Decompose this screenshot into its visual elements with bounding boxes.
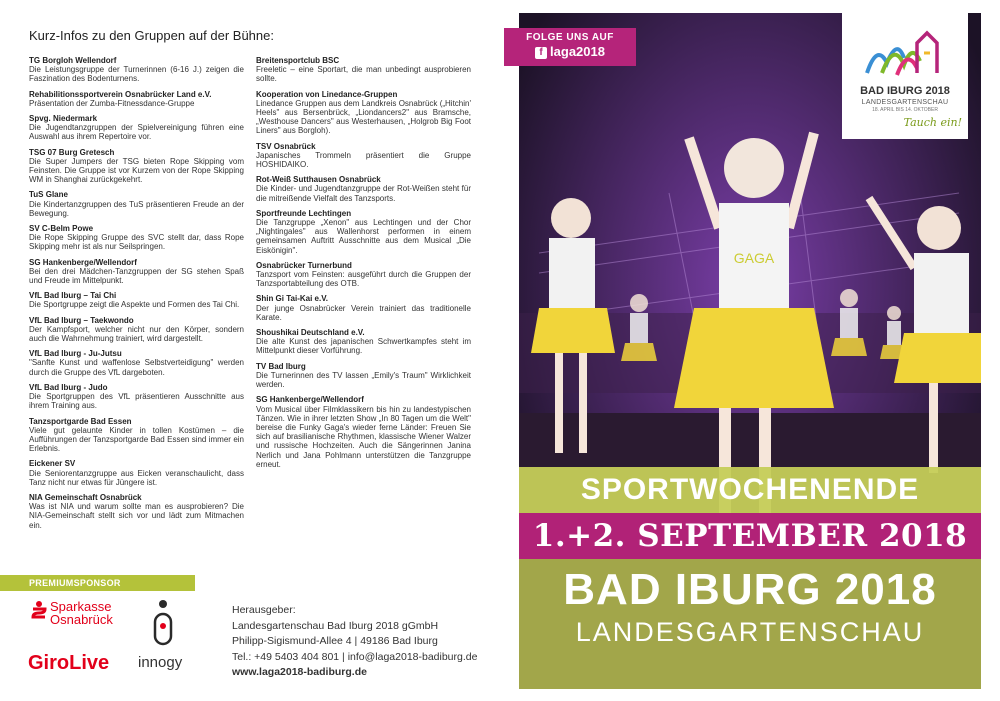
group-title: Sportfreunde Lechtingen <box>256 208 352 218</box>
publisher-address: Philipp-Sigismund-Allee 4 | 49186 Bad Iburg <box>232 635 438 647</box>
group-title: Rehabilitionssportverein Osnabrücker Land e.V. <box>29 89 212 99</box>
innogy-icon <box>151 598 175 650</box>
follow-us-banner[interactable] <box>504 28 636 66</box>
group-entry <box>29 224 244 252</box>
group-entry <box>29 258 244 286</box>
group-entry <box>29 316 244 344</box>
group-title: SV C-Belm Powe <box>29 224 94 234</box>
group-entry <box>256 395 471 469</box>
group-description: Die Turnerinnen des TV lassen „Emily's Traum" Wirklichkeit werden. <box>256 370 471 390</box>
event-subtitle: LANDESGARTENSCHAU <box>575 617 925 647</box>
event-title-band <box>519 559 981 689</box>
publisher-label: Herausgeber: <box>232 604 296 616</box>
group-description: Die alte Kunst des japanischen Schwertkampfes steht im Mittelpunkt dieser Vorführung. <box>256 337 471 356</box>
publisher-contact: Tel.: +49 5403 404 801 | info@laga2018-badiburg.de <box>232 650 478 663</box>
group-title: TSG 07 Burg Gretesch <box>29 147 115 157</box>
sparkasse-icon <box>30 600 48 622</box>
group-description: Die Tanzgruppe „Xenon" aus Lechtingen und der Chor „Nightingales" aus Wallenhorst performen in einem gemeinsamen Auftritt Ausschnitte aus dem Musical „Die Eiskönigin". <box>256 218 471 255</box>
group-entry <box>256 261 471 289</box>
group-title: Osnabrücker Turnerbund <box>256 260 352 270</box>
group-title: SG Hankenberge/Wellendorf <box>29 257 137 267</box>
group-title: VfL Bad Iburg - Ju-Jutsu <box>29 349 122 359</box>
group-description: Tanzsport vom Feinsten: ausgeführt durch die Gruppen der Tanzsportabteilung des OTB. <box>256 270 471 289</box>
group-entry <box>29 190 244 218</box>
group-entry <box>256 294 471 322</box>
groups-column-left <box>29 56 244 536</box>
publisher-website[interactable]: www.laga2018-badiburg.de <box>232 666 367 678</box>
publisher-name: Landesgartenschau Bad Iburg 2018 gGmbH <box>232 619 439 632</box>
group-description: Die Leistungsgruppe der Turnerinnen (6-16 J.) zeigen die Faszination des Bodenturnens. <box>29 65 244 84</box>
group-title: NIA Gemeinschaft Osnabrück <box>29 492 142 502</box>
logo-dates: 18. APRIL BIS 14. OKTOBER <box>872 107 938 113</box>
innogy-logo-text: innogy <box>138 654 183 671</box>
logo-title: BAD IBURG 2018 <box>860 85 950 97</box>
group-entry <box>256 90 471 136</box>
group-description: Präsentation der Zumba-Fitnessdance-Gruppe <box>29 98 195 108</box>
svg-text:GAGA: GAGA <box>733 250 775 266</box>
group-description: Freeletic – eine Sportart, die man unbedingt ausprobieren sollte. <box>256 65 471 84</box>
event-title: BAD IBURG 2018 <box>563 565 937 614</box>
group-title: TSV Osnabrück <box>256 141 316 151</box>
group-description: Die Kindertanzgruppen des TuS präsentieren Freude an der Bewegung. <box>29 199 244 218</box>
group-title: Breitensportclub BSC <box>256 56 340 65</box>
group-title: TG Borgloh Wellendorf <box>29 56 117 65</box>
group-entry <box>29 291 244 309</box>
logo-subtitle: LANDESGARTENSCHAU <box>861 99 949 106</box>
group-title: Rot-Weiß Sutthausen Osnabrück <box>256 175 381 185</box>
group-entry <box>29 493 244 530</box>
group-entry <box>29 56 244 84</box>
group-description: Die Rope Skipping Gruppe des SVC stellt dar, dass Rope Skipping mehr ist als nur Seilspringen. <box>29 233 244 252</box>
group-description: Der junge Osnabrücker Verein trainiert das traditionelle Karate. <box>256 303 471 322</box>
group-description: Die Sportgruppen des VfL präsentieren Ausschnitte aus ihrem Training aus. <box>29 392 244 411</box>
group-entry <box>29 417 244 454</box>
group-description: Vom Musical über Filmklassikern bis hin zu landestypischen Tänzen. Wie in ihrer letzten Show „In 80 Tagen um die Welt" bereise die Funky Gaga's wieder ferne Länder: Freuen Sie sich auf brasilianische Rhythmen, klassische Wiener Walzer und russische Hochzeiten. Auch die Sängerinnen Janina Nerlich und Jana Pohlmann unterstützen die Tanzgruppe erneut. <box>256 404 471 469</box>
event-date-band: 1.+2. SEPTEMBER 2018 <box>519 513 981 559</box>
group-entry <box>29 114 244 142</box>
group-title: Eickener SV <box>29 459 76 469</box>
group-description: Die Kinder- und Jugendtanzgruppe der Rot-Weißen steht für die mitreißende Vielfalt des Tanzsports. <box>256 184 471 203</box>
group-entry <box>256 56 471 84</box>
group-description: Die Jugendtanzgruppen der Spielvereinigung führen eine Auswahl aus ihrem Repertoire vor. <box>29 123 244 142</box>
group-title: Shoushikai Deutschland e.V. <box>256 328 365 338</box>
group-entry <box>256 328 471 356</box>
group-title: Kooperation von Linedance-Gruppen <box>256 89 398 99</box>
group-description: Linedance Gruppen aus dem Landkreis Osnabrück („Hitchin' Heels" aus Bersenbrück, „Liondancers2" aus Bramsche, „Westhouse Dancers" aus Westerhausen, „Holgrob Big Foot Liners" aus Borgloh). <box>256 98 471 136</box>
girolive-logo: GiroLive <box>28 652 110 674</box>
group-title: Tanzsportgarde Bad Essen <box>29 416 132 426</box>
group-title: Shin Gi Tai-Kai e.V. <box>256 294 329 304</box>
sport-weekend-band: SPORTWOCHENENDE <box>519 467 981 513</box>
page-heading: Kurz-Infos zu den Gruppen auf der Bühne: <box>29 28 274 43</box>
group-entry <box>29 349 244 377</box>
group-description: Der Kampfsport, welcher nicht nur den Körper, sondern auch die Wahrnehmung trainiert, wird dargestellt. <box>29 324 244 344</box>
group-title: TuS Glane <box>29 190 68 200</box>
group-description: Japanisches Trommeln präsentiert die Gruppe HOSHIDAIKO. <box>256 150 471 170</box>
sparkasse-name: Sparkasse Osnabrück <box>50 599 113 627</box>
premium-sponsor-label: PREMIUMSPONSOR <box>0 575 195 591</box>
group-entry <box>256 175 471 203</box>
group-title: Spvg. Niedermark <box>29 114 98 124</box>
group-title: VfL Bad Iburg – Tai Chi <box>29 291 117 301</box>
group-title: SG Hankenberge/Wellendorf <box>256 395 364 405</box>
group-description: Viele gut gelaunte Kinder in tollen Kostümen – die Aufführungen der Tanzsportgarde Bad Essen sind immer ein Erlebnis. <box>29 425 244 454</box>
group-description: Die Seniorentanzgruppe aus Eicken veranschaulicht, dass Tanz nicht nur etwas für Jüngere ist. <box>29 468 244 487</box>
group-description: Was ist NIA und warum sollte man es ausprobieren? Die NIA-Gemeinschaft stellt sich vor und lädt zum Mitmachen ein. <box>29 502 244 530</box>
group-title: TV Bad Iburg <box>256 361 306 371</box>
groups-column-right <box>256 56 471 475</box>
group-entry <box>29 148 244 185</box>
group-entry <box>256 142 471 170</box>
group-description: "Sanfte Kunst und waffenlose Selbstverteidigung" werden durch die Gruppe des VfL dargeboten. <box>29 358 244 377</box>
group-entry <box>256 362 471 390</box>
group-title: VfL Bad Iburg – Taekwondo <box>29 315 134 325</box>
group-description: Die Super Jumpers der TSG bieten Rope Skipping vom Feinsten. Die Gruppe ist vor Kurzem von der Rope Skipping WM in Shanghai zurückgekehrt. <box>29 156 244 185</box>
laga-logo-icon <box>842 13 968 85</box>
publisher-info <box>232 603 477 681</box>
group-entry <box>29 383 244 411</box>
group-entry <box>29 90 244 108</box>
group-entry <box>29 459 244 487</box>
group-description: Bei den drei Mädchen-Tanzgruppen der SG stehen Spaß und Freude im Mittelpunkt. <box>29 266 244 286</box>
group-entry <box>256 209 471 255</box>
facebook-handle[interactable]: f laga2018 <box>504 44 636 59</box>
facebook-icon: f <box>535 47 547 59</box>
follow-us-label: FOLGE UNS AUF <box>526 32 614 43</box>
logo-tagline: Tauch ein! <box>903 116 962 129</box>
group-title: VfL Bad Iburg - Judo <box>29 382 108 392</box>
laga-logo <box>842 13 968 139</box>
group-description: Die Sportgruppe zeigt die Aspekte und Formen des Tai Chi. <box>29 300 240 310</box>
